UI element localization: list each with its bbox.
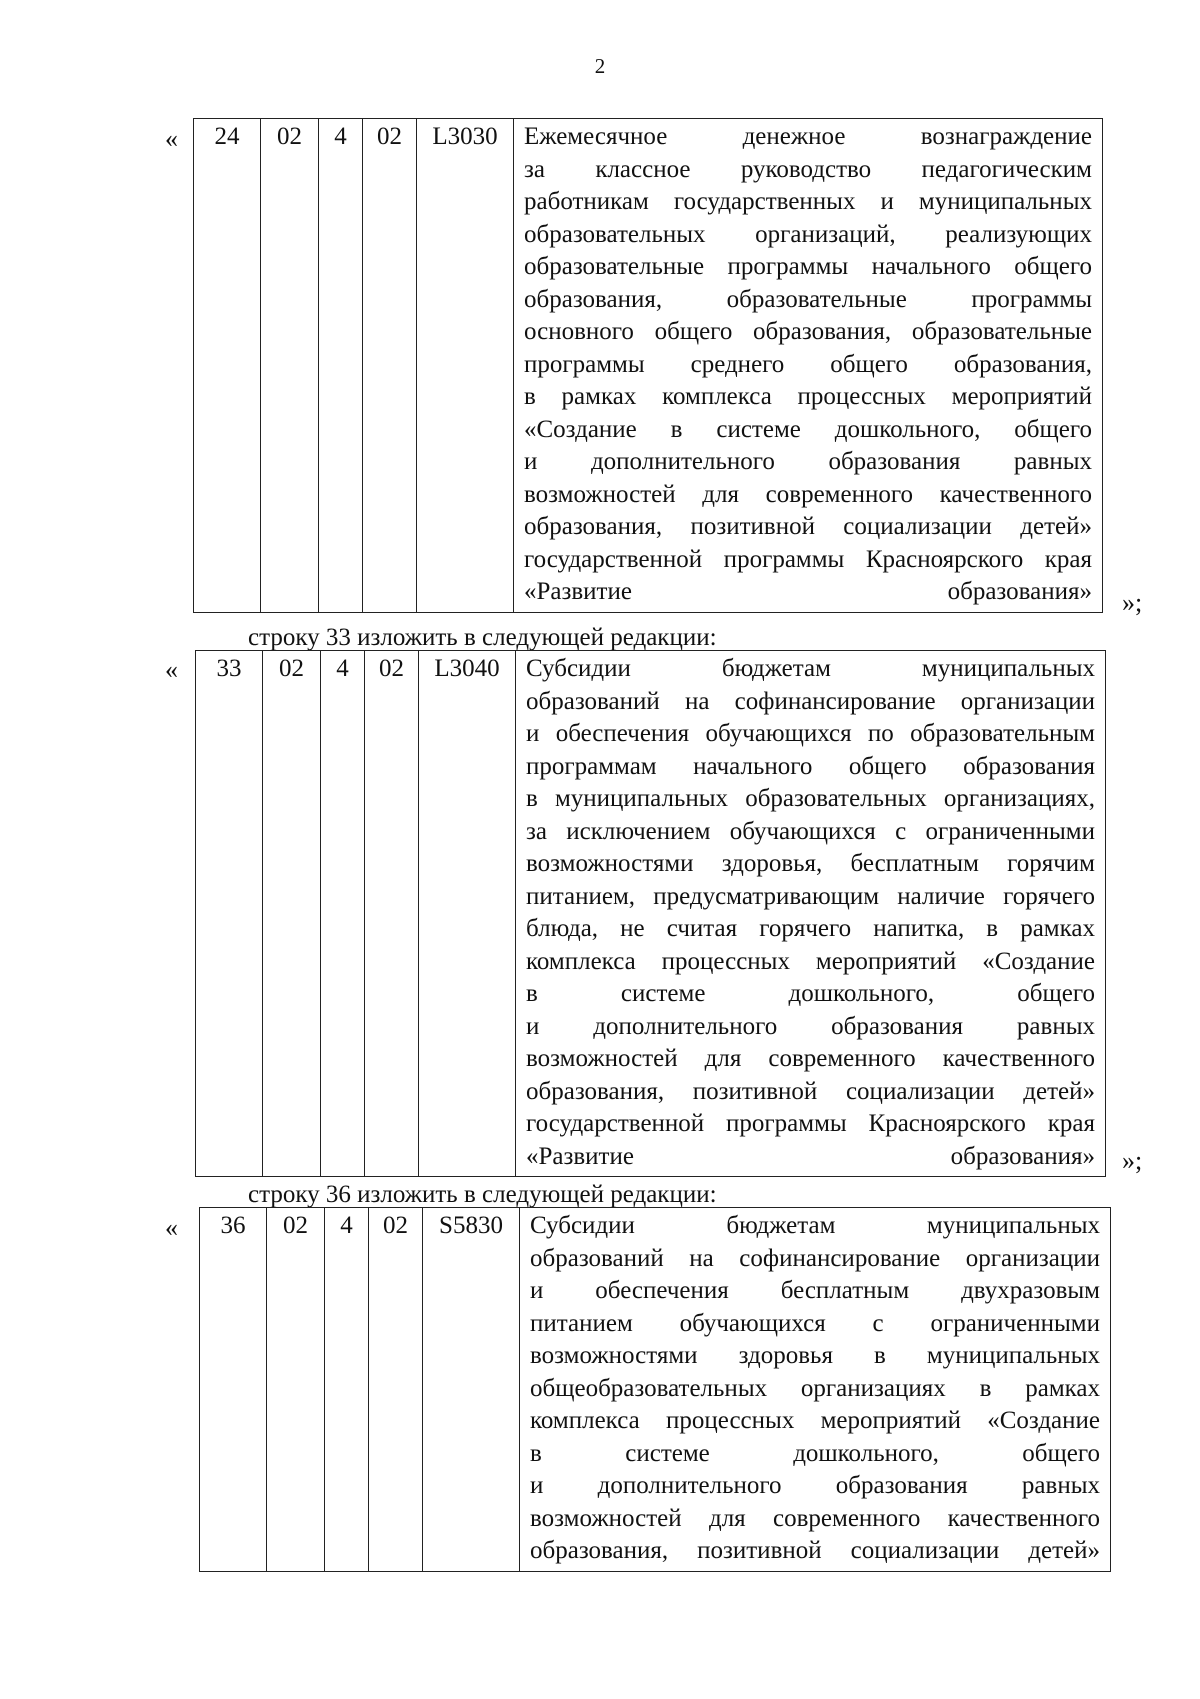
amendment-table-row-33 xyxy=(195,650,1106,1177)
description-line: в муниципальных образовательных организациях, xyxy=(526,785,1095,812)
description-line: образования, позитивной социализации детей» xyxy=(530,1537,1100,1564)
amendment-table-row-36 xyxy=(199,1207,1111,1572)
description-line: «Создание в системе дошкольного, общего xyxy=(524,415,1092,443)
description-line: питанием обучающихся с ограниченными xyxy=(530,1309,1100,1337)
description-line: возможностями здоровья, бесплатным горячим xyxy=(526,850,1095,877)
target-code-cell: L3030 xyxy=(417,119,514,613)
description-line: блюда, не считая горячего напитка, в рамках xyxy=(526,915,1095,942)
description-line: возможностей для современного качественного xyxy=(526,1045,1095,1072)
description-line: и обеспечения обучающихся по образовательным xyxy=(526,720,1095,747)
description-line: комплекса процессных мероприятий «Создание xyxy=(530,1407,1100,1434)
description-line: работникам государственных и муниципальных xyxy=(524,188,1092,215)
description-line: Ежемесячное денежное вознаграждение xyxy=(524,123,1092,150)
description-line: и дополнительного образования равных xyxy=(526,1012,1095,1040)
description-line: программы среднего общего образования, xyxy=(524,350,1092,378)
target-code-cell: L3040 xyxy=(419,651,516,1177)
description-line: образований на софинансирование организации xyxy=(530,1244,1100,1272)
code-cell-4: 02 xyxy=(363,119,417,613)
description-line: образовательных организаций, реализующих xyxy=(524,220,1092,248)
row-number-cell: 24 xyxy=(194,119,261,613)
description-line: и дополнительного образования равных xyxy=(530,1472,1100,1499)
amendment-instruction: строку 33 изложить в следующей редакции: xyxy=(248,624,717,651)
target-code-cell: S5830 xyxy=(423,1208,520,1572)
description-cell xyxy=(514,119,1103,613)
description-line: программам начального общего образования xyxy=(526,752,1095,780)
closing-quote: »; xyxy=(1122,1146,1143,1175)
amendment-table-row-24 xyxy=(193,118,1103,613)
description-line: государственной программы Красноярского края xyxy=(524,545,1092,573)
description-line: основного общего образования, образовательные xyxy=(524,318,1092,345)
code-cell-3: 4 xyxy=(321,651,365,1177)
closing-quote: »; xyxy=(1122,588,1143,617)
code-cell-3: 4 xyxy=(325,1208,369,1572)
opening-quote: « xyxy=(165,655,178,684)
description-line: образования, позитивной социализации детей» xyxy=(526,1077,1095,1105)
description-line: возможностей для современного качественного xyxy=(530,1504,1100,1532)
description-line: образовательные программы начального общего xyxy=(524,253,1092,280)
description-line: в рамках комплекса процессных мероприятий xyxy=(524,383,1092,410)
description-line: образования, образовательные программы xyxy=(524,285,1092,313)
description-line: образований на софинансирование организации xyxy=(526,687,1095,715)
description-line: в системе дошкольного, общего xyxy=(530,1439,1100,1467)
code-cell-4: 02 xyxy=(365,651,419,1177)
opening-quote: « xyxy=(165,124,178,153)
description-line: за классное руководство педагогическим xyxy=(524,155,1092,183)
description-line: государственной программы Красноярского края xyxy=(526,1110,1095,1137)
code-cell-2: 02 xyxy=(267,1208,325,1572)
description-line: Субсидии бюджетам муниципальных xyxy=(530,1212,1100,1239)
description-line: и обеспечения бесплатным двухразовым xyxy=(530,1277,1100,1304)
description-line: питанием, предусматривающим наличие горячего xyxy=(526,882,1095,910)
code-cell-4: 02 xyxy=(369,1208,423,1572)
page-number: 2 xyxy=(594,54,606,78)
row-number-cell: 33 xyxy=(196,651,263,1177)
description-cell xyxy=(520,1208,1111,1572)
description-line: за исключением обучающихся с ограниченными xyxy=(526,817,1095,845)
code-cell-2: 02 xyxy=(263,651,321,1177)
description-line: общеобразовательных организациях в рамках xyxy=(530,1374,1100,1402)
description-line: «Развитие образования» xyxy=(524,578,1092,605)
row-number-cell: 36 xyxy=(200,1208,267,1572)
description-line: образования, позитивной социализации детей» xyxy=(524,513,1092,540)
description-cell xyxy=(516,651,1106,1177)
code-cell-3: 4 xyxy=(319,119,363,613)
amendment-instruction: строку 36 изложить в следующей редакции: xyxy=(248,1181,717,1208)
code-cell-2: 02 xyxy=(261,119,319,613)
description-line: «Развитие образования» xyxy=(526,1142,1095,1170)
description-line: Субсидии бюджетам муниципальных xyxy=(526,655,1095,682)
description-line: в системе дошкольного, общего xyxy=(526,980,1095,1007)
opening-quote: « xyxy=(165,1213,178,1242)
description-line: комплекса процессных мероприятий «Создание xyxy=(526,947,1095,975)
description-line: возможностями здоровья в муниципальных xyxy=(530,1342,1100,1369)
description-line: и дополнительного образования равных xyxy=(524,448,1092,475)
description-line: возможностей для современного качественного xyxy=(524,480,1092,508)
